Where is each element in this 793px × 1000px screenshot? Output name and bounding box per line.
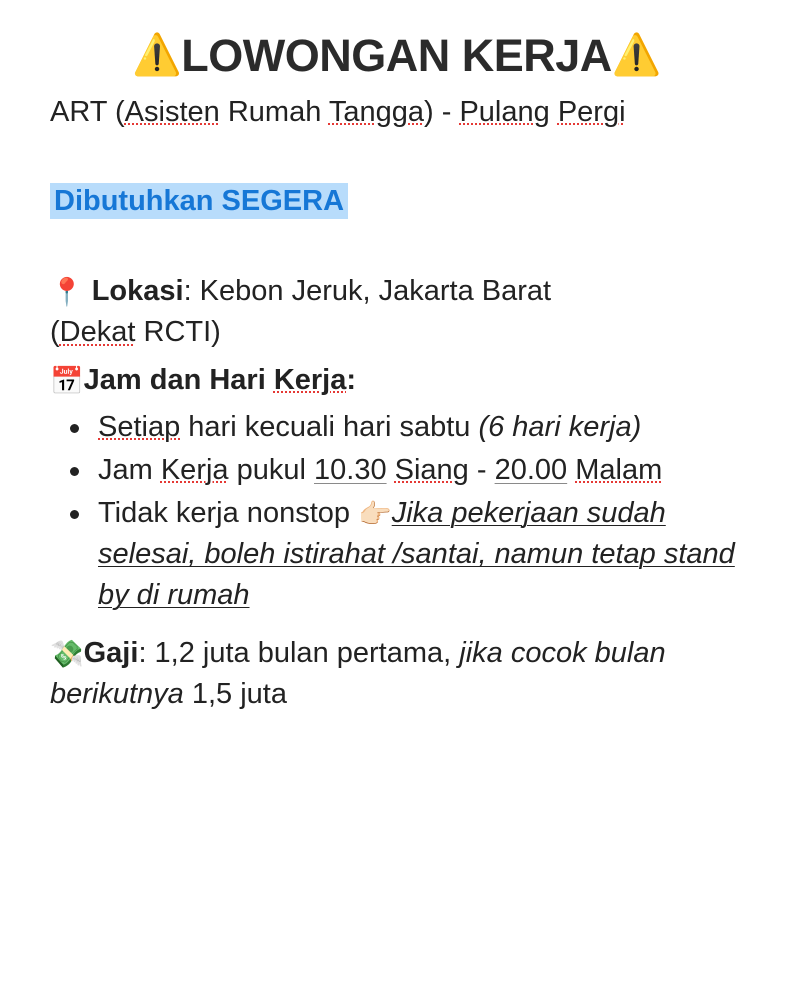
- location-value: : Kebon Jeruk, Jakarta Barat: [183, 275, 552, 308]
- location-value-2: RCTI): [135, 316, 221, 349]
- schedule-item2-mid2: [387, 454, 395, 486]
- schedule-label-post: :: [346, 363, 357, 396]
- schedule-item3-note: Jika pekerjaan sudah selesai, boleh istirahat /santai, namun tetap stand by di rumah: [98, 497, 735, 612]
- subtitle-spell-2: Tangga: [328, 95, 425, 128]
- subtitle-spell-1: Asisten: [124, 95, 220, 128]
- subtitle-spell-3: Pulang: [459, 95, 550, 128]
- location-paren-open: (: [50, 316, 60, 349]
- list-item: [50, 407, 743, 448]
- schedule-item2-pre: Jam: [98, 453, 161, 486]
- schedule-list: [50, 407, 743, 617]
- schedule-heading: [50, 360, 743, 401]
- schedule-item2-spell3: Malam: [575, 453, 663, 486]
- calendar-icon: 📅: [50, 365, 84, 396]
- pointing-hand-icon: 👉🏻: [358, 499, 392, 530]
- page-title-text: LOWONGAN KERJA: [181, 30, 612, 81]
- page-subtitle: [50, 92, 743, 132]
- warning-icon-right: ⚠️: [611, 33, 662, 77]
- list-item: [50, 450, 743, 491]
- list-item: [50, 493, 743, 617]
- page-title: [50, 30, 743, 82]
- pin-icon: 📍: [50, 277, 84, 308]
- subtitle-part-3: ) -: [424, 95, 460, 128]
- urgent-notice-row: [50, 180, 743, 224]
- location-line: [50, 271, 743, 353]
- schedule-item2-time-end: 20.00: [494, 453, 568, 486]
- schedule-item2-time-start: 10.30: [314, 453, 387, 486]
- schedule-item2-mid: pukul: [228, 453, 314, 486]
- schedule-label-pre: Jam dan Hari: [83, 363, 274, 396]
- urgent-notice-highlight: Dibutuhkan SEGERA: [50, 183, 348, 219]
- schedule-item1-italic: (6 hari kerja): [478, 410, 642, 443]
- schedule-item1-text: hari kecuali hari sabtu: [180, 410, 479, 443]
- schedule-item2-spell: Kerja: [160, 453, 229, 486]
- salary-label: Gaji: [83, 636, 139, 669]
- location-spell: Dekat: [59, 316, 136, 349]
- schedule-label-spell: Kerja: [273, 363, 347, 396]
- salary-line: [50, 633, 743, 715]
- salary-italic: jika cocok bulan berikutnya: [50, 636, 666, 710]
- subtitle-part-1: ART (: [50, 95, 125, 128]
- subtitle-part-2: Rumah: [219, 95, 329, 128]
- schedule-item2-mid3: -: [468, 453, 495, 486]
- subtitle-part-4: [550, 96, 558, 128]
- schedule-item1-spell: Setiap: [98, 410, 181, 443]
- location-label: Lokasi: [91, 275, 184, 308]
- salary-text-1: : 1,2 juta bulan pertama,: [138, 636, 460, 669]
- money-icon: 💸: [50, 638, 84, 669]
- schedule-item2-spell2: Siang: [394, 453, 469, 486]
- schedule-item3-pre: Tidak kerja nonstop: [98, 497, 359, 530]
- subtitle-spell-4: Pergi: [557, 95, 626, 128]
- salary-text-2: 1,5 juta: [183, 677, 287, 710]
- job-details: [50, 271, 743, 715]
- warning-icon-left: ⚠️: [131, 33, 182, 77]
